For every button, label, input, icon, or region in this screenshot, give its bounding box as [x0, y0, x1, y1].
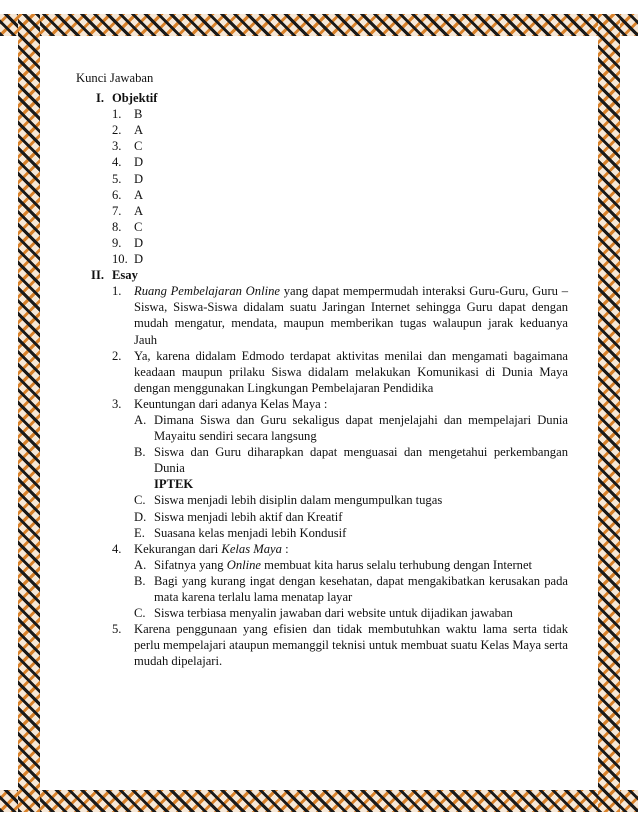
item-text: yang dapat mempermudah interaksi Guru-Guru, Guru – Siswa, Siswa-Siswa didalam suatu Jaringan Internet sehingga Guru dapat dengan mudah mengatur, mendata, maupun memberikan tugas walaupun jarak keduanya Jauh: [134, 284, 568, 347]
sub-item: [134, 557, 568, 573]
answer-number: 9.: [112, 235, 122, 250]
answer-number: 6.: [112, 187, 122, 202]
item-number: 5.: [112, 622, 122, 637]
sub-item-letter: B.: [134, 445, 146, 460]
sub-item: [134, 492, 568, 508]
item-text: Keuntungan dari adanya Kelas Maya :: [134, 396, 328, 411]
answer-number: 3.: [112, 139, 122, 154]
sub-item: [134, 525, 568, 541]
sub-list: [134, 557, 568, 621]
answer-item: [112, 187, 568, 203]
sub-item-text: Dimana Siswa dan Guru sekaligus dapat menjelajahi dan mempelajari Dunia Mayaitu sendiri secara langsung: [154, 412, 568, 444]
essay-item-2: [112, 348, 568, 396]
answer-number: 1.: [112, 107, 122, 122]
decorative-border-left: [18, 14, 40, 812]
italic-phrase: Online: [226, 557, 262, 572]
sub-item: [134, 509, 568, 525]
answer-value: C: [134, 219, 143, 234]
answer-item: [112, 154, 568, 170]
answer-item: [112, 235, 568, 251]
sub-item-text-rest: membuat kita harus selalu terhubung dengan Internet: [261, 557, 533, 572]
answer-value: D: [134, 171, 144, 186]
sub-list: [134, 412, 568, 541]
sub-item-letter: C.: [134, 606, 146, 621]
answer-item: [112, 106, 568, 122]
answer-value: A: [134, 203, 144, 218]
answer-value: D: [134, 155, 144, 170]
answer-item: [112, 251, 568, 267]
answer-list: [112, 106, 568, 267]
document-title: Kunci Jawaban: [76, 71, 154, 85]
essay-item-3: [112, 396, 568, 541]
answer-item: [112, 203, 568, 219]
italic-phrase: Kelas Maya: [221, 541, 282, 556]
item-text: Kekurangan dari: [134, 541, 222, 556]
sub-item-letter: A.: [134, 557, 147, 572]
answer-number: 4.: [112, 155, 122, 170]
answer-number: 10.: [112, 252, 128, 267]
sub-item: [134, 444, 568, 492]
sub-item-letter: E.: [134, 525, 145, 540]
sub-item-text: Siswa dan Guru diharapkan dapat menguasai dan mengetahui perkembangan Dunia: [154, 445, 568, 476]
section-heading: Esay: [112, 268, 138, 283]
section-number: I.: [95, 91, 104, 106]
item-number: 3.: [112, 396, 122, 411]
sub-item-text: Siswa terbiasa menyalin jawaban dari website untuk dijadikan jawaban: [154, 606, 513, 621]
answer-value: A: [134, 187, 144, 202]
essay-item-1: [112, 283, 568, 347]
section-heading: Objektif: [112, 91, 158, 106]
italic-phrase: Ruang Pembelajaran Online: [134, 284, 280, 299]
answer-item: [112, 122, 568, 138]
answer-item: [112, 171, 568, 187]
sub-item-text: Siswa menjadi lebih disiplin dalam mengumpulkan tugas: [154, 493, 443, 508]
sub-item-text: Suasana kelas menjadi lebih Kondusif: [154, 525, 347, 540]
decorative-border-top: [0, 14, 638, 36]
answer-number: 8.: [112, 219, 122, 234]
answer-value: B: [134, 107, 143, 122]
sub-item-text: Sifatnya yang: [154, 557, 227, 572]
answer-number: 7.: [112, 203, 122, 218]
item-number: 4.: [112, 541, 122, 556]
document-body: [76, 70, 568, 669]
answer-value: C: [134, 139, 143, 154]
answer-number: 5.: [112, 171, 122, 186]
sub-item-letter: D.: [134, 509, 147, 524]
answer-value: D: [134, 252, 144, 267]
answer-number: 2.: [112, 123, 122, 138]
essay-list: [112, 283, 568, 669]
sub-item-letter: C.: [134, 493, 146, 508]
item-number: 2.: [112, 348, 122, 363]
sub-item: [134, 412, 568, 444]
essay-item-4: [112, 541, 568, 621]
sub-item-letter: A.: [134, 412, 147, 427]
decorative-border-bottom: [0, 790, 638, 812]
sub-item-text: Bagi yang kurang ingat dengan kesehatan, dapat mengakibatkan kerusakan pada mata karena terlalu lama menatap layar: [154, 573, 568, 604]
sub-item: [134, 573, 568, 605]
section-essay: [76, 267, 568, 669]
answer-value: A: [134, 123, 144, 138]
item-number: 1.: [112, 284, 122, 299]
item-text: Karena penggunaan yang efisien dan tidak membutuhkan waktu lama serta tidak perlu mempelajari ataupun memanggil teknisi untuk membuat suatu Kelas Maya serta mudah dipelajari.: [134, 622, 568, 669]
sub-item: [134, 605, 568, 621]
sub-item-text: Siswa menjadi lebih aktif dan Kreatif: [154, 509, 343, 524]
answer-item: [112, 219, 568, 235]
section-number: II.: [91, 268, 104, 283]
answer-item: [112, 138, 568, 154]
item-text-tail: :: [281, 541, 289, 556]
item-text: Ya, karena didalam Edmodo terdapat aktivitas menilai dan mengamati bagaimana keadaan maupun prilaku Siswa didalam melakukan Komunikasi di Dunia Maya dengan menggunakan Lingkungan Pembelajaran Pendidika: [134, 348, 568, 395]
bold-term: IPTEK: [154, 477, 194, 492]
essay-item-5: [112, 621, 568, 669]
answer-value: D: [134, 235, 144, 250]
sub-item-letter: B.: [134, 573, 146, 588]
section-objektif: [76, 90, 568, 267]
decorative-border-right: [598, 14, 620, 812]
